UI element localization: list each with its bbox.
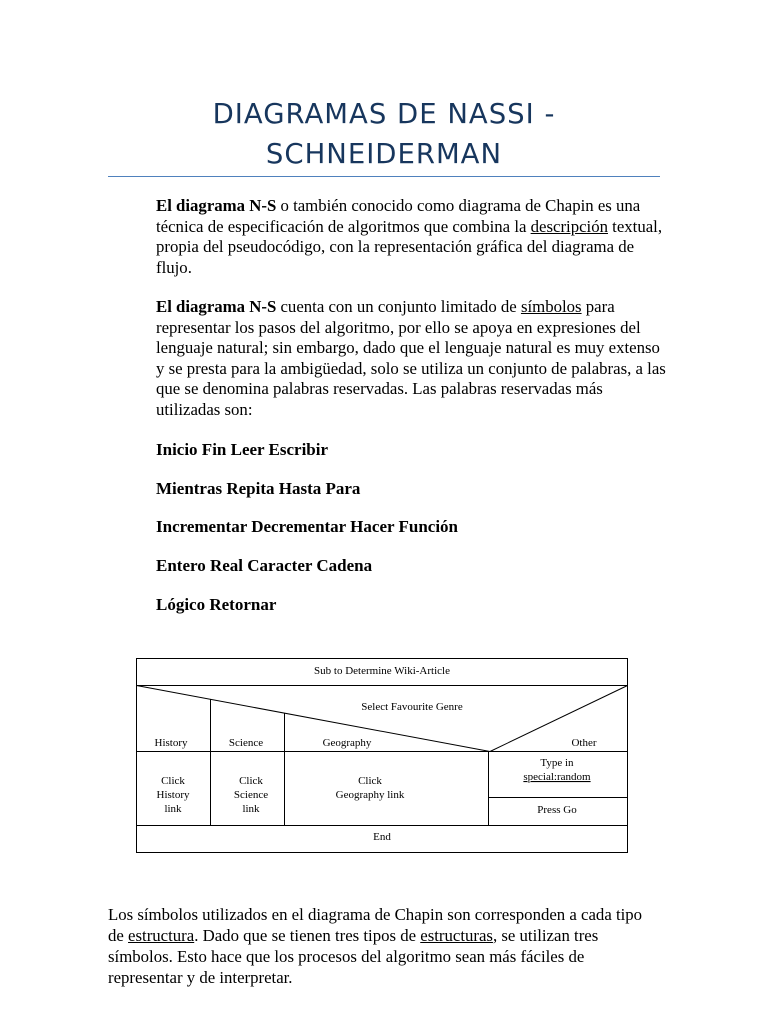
case-geography: Geography	[322, 737, 372, 749]
science-action-line: Click	[239, 775, 263, 787]
history-action-line: link	[164, 803, 182, 815]
symbols-text-b: para representar los pasos del algoritmo, por ello se apoya en expresiones del lenguaje natural; sin embargo, dado que el lenguaje natural es muy extenso y se presta para la ambigüedad, solo se utiliza un conjunto de palabras, a las que se denomina palabras reservadas. Las palabras reservadas más utilizadas son:	[156, 297, 666, 419]
intro-text-a: o también conocido como diagrama de Chapin es una técnica de especificación de algoritmos que combina la	[156, 196, 641, 236]
history-action-line: History	[156, 789, 190, 801]
link-simbolos[interactable]: símbolos	[520, 297, 582, 316]
geography-action-line: Geography link	[335, 789, 405, 801]
link-estructuras[interactable]: estructuras	[420, 926, 493, 945]
link-estructura[interactable]: estructura	[128, 926, 195, 945]
diagram-footer: End	[373, 831, 391, 843]
link-descripcion[interactable]: descripción	[530, 216, 608, 236]
closing-text-a: Los símbolos utilizados en el diagrama de Chapin son corresponden a cada tipo de	[108, 905, 643, 945]
condition-diagonal-right	[490, 686, 628, 752]
page-title-line-2: SCHNEIDERMAN	[265, 138, 503, 170]
keyword-line: Entero Real Caracter Cadena	[156, 556, 373, 575]
keyword-line: Incrementar Decrementar Hacer Función	[156, 517, 458, 536]
case-science: Science	[228, 737, 264, 749]
condition-diagonal-left	[137, 686, 491, 752]
other-action-step-2: Press Go	[537, 804, 577, 816]
other-action-line-1: Type in	[540, 757, 574, 769]
keyword-line: Mientras Repita Hasta Para	[156, 479, 361, 498]
history-action-line: Click	[161, 775, 185, 787]
closing-text-b: . Dado que se tienen tres tipos de	[194, 926, 421, 945]
case-history: History	[154, 737, 188, 749]
keyword-line: Lógico Retornar	[156, 595, 277, 614]
closing-text-c: , se utilizan tres símbolos. Esto hace que los procesos del algoritmo sean más fáciles de representar y de interpretar.	[108, 926, 599, 987]
intro-paragraph	[156, 196, 668, 278]
keyword-line: Inicio Fin Leer Escribir	[156, 440, 329, 459]
intro-bold-term: El diagrama N-S	[156, 196, 277, 215]
page-title-line-1: DIAGRAMAS DE NASSI -	[212, 98, 556, 130]
symbols-paragraph	[156, 297, 668, 421]
intro-text-b: textual, propia del pseudocódigo, con la representación gráfica del diagrama de flujo.	[156, 216, 663, 277]
page-title	[108, 94, 660, 174]
diagram-header: Sub to Determine Wiki-Article	[314, 665, 450, 677]
closing-paragraph	[108, 904, 660, 988]
science-action-line: link	[242, 803, 260, 815]
symbols-bold-term: El diagrama N-S	[156, 297, 277, 316]
diagram-condition: Select Favourite Genre	[361, 701, 463, 713]
symbols-text-a: cuenta con un conjunto limitado de	[276, 297, 521, 316]
geography-action-line: Click	[358, 775, 382, 787]
nassi-shneiderman-diagram	[136, 658, 628, 854]
science-action-line: Science	[233, 789, 269, 801]
other-action-line-2: special:random	[523, 771, 591, 783]
case-other: Other	[571, 737, 597, 749]
title-divider	[108, 176, 660, 177]
